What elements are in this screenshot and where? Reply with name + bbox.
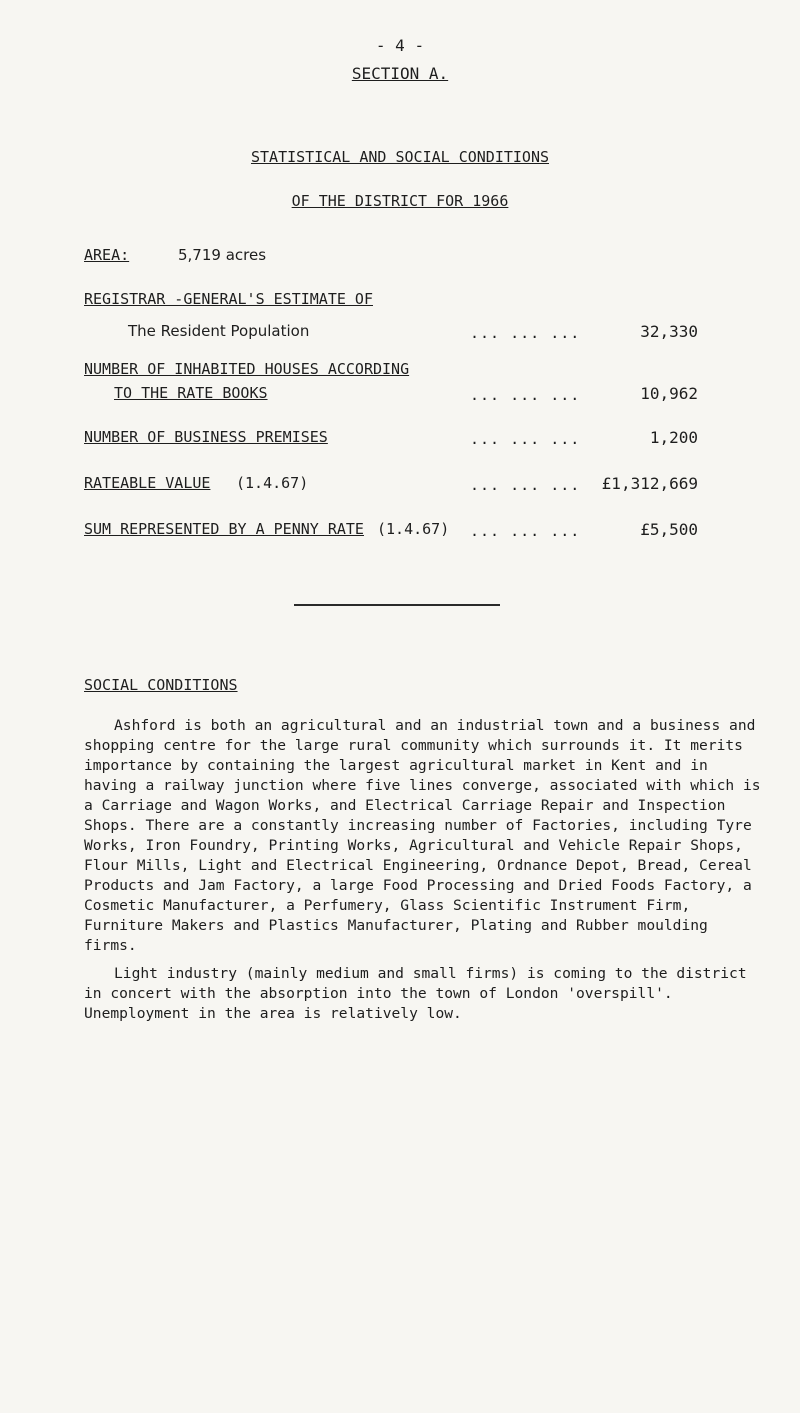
penny-rate-amount: £5,500 xyxy=(640,520,698,539)
resident-population-dots: ... ... ... xyxy=(470,324,581,342)
area-label: AREA: xyxy=(84,246,130,264)
social-paragraph-1: Ashford is both an agricultural and an industrial town and a business and shopping centre for the large rural community which surrounds it. It merits importance by containing the largest agricultural market in Kent and in having a railway junction where five lines converge, associated with which is a Carriage and Wagon Works, and Electrical Carriage Repair and Inspection Shops. There are a constantly increasing number of Factories, including Tyre Works, Iron Foundry, Printing Works, Agricultural and Vehicle Repair Shops, Flour Mills, Light and Electrical Engineering, Ordnance Depot, Bread, Cereal Products and Jam Factory, a large Food Processing and Dried Foods Factory, a Cosmetic Manufacturer, a Perfumery, Glass Scientific Instrument Firm, Furniture Makers and Plastics Manufacturer, Plating and Rubber moulding firms. xyxy=(84,717,761,954)
page-number: - 4 - xyxy=(375,36,425,55)
resident-population-value: 32,330 xyxy=(640,322,698,341)
penny-rate-dots: ... ... ... xyxy=(470,522,581,540)
rateable-value-dots: ... ... ... xyxy=(470,476,581,494)
social-conditions-heading: SOCIAL CONDITIONS xyxy=(84,676,238,694)
social-paragraph-2: Light industry (mainly medium and small firms) is coming to the district in concert with the absorption into the town of London 'overspill'. Unemployment in the area is relatively low. xyxy=(84,965,747,1022)
registrar-heading: REGISTRAR -GENERAL'S ESTIMATE OF xyxy=(84,290,373,308)
penny-rate-label: SUM REPRESENTED BY A PENNY RATE xyxy=(84,520,364,538)
business-premises-label: NUMBER OF BUSINESS PREMISES xyxy=(84,428,328,446)
business-premises-dots: ... ... ... xyxy=(470,430,581,448)
section-divider xyxy=(294,604,500,606)
rateable-value-date: (1.4.67) xyxy=(236,474,309,492)
houses-dots: ... ... ... xyxy=(470,386,581,404)
houses-value: 10,962 xyxy=(640,384,698,403)
title-line-1: STATISTICAL AND SOCIAL CONDITIONS xyxy=(250,148,549,166)
title-line-2: OF THE DISTRICT FOR 1966 xyxy=(291,192,509,210)
section-heading: SECTION A. xyxy=(351,64,449,83)
rateable-value-amount: £1,312,669 xyxy=(601,474,698,493)
houses-label-line-2: TO THE RATE BOOKS xyxy=(114,384,268,402)
penny-rate-date: (1.4.67) xyxy=(377,520,450,538)
houses-label-line-1: NUMBER OF INHABITED HOUSES ACCORDING xyxy=(84,360,410,378)
resident-population-label: The Resident Population xyxy=(128,322,310,340)
rateable-value-label: RATEABLE VALUE xyxy=(84,474,211,492)
area-value: 5,719 acres xyxy=(178,246,267,264)
business-premises-value: 1,200 xyxy=(649,428,698,447)
